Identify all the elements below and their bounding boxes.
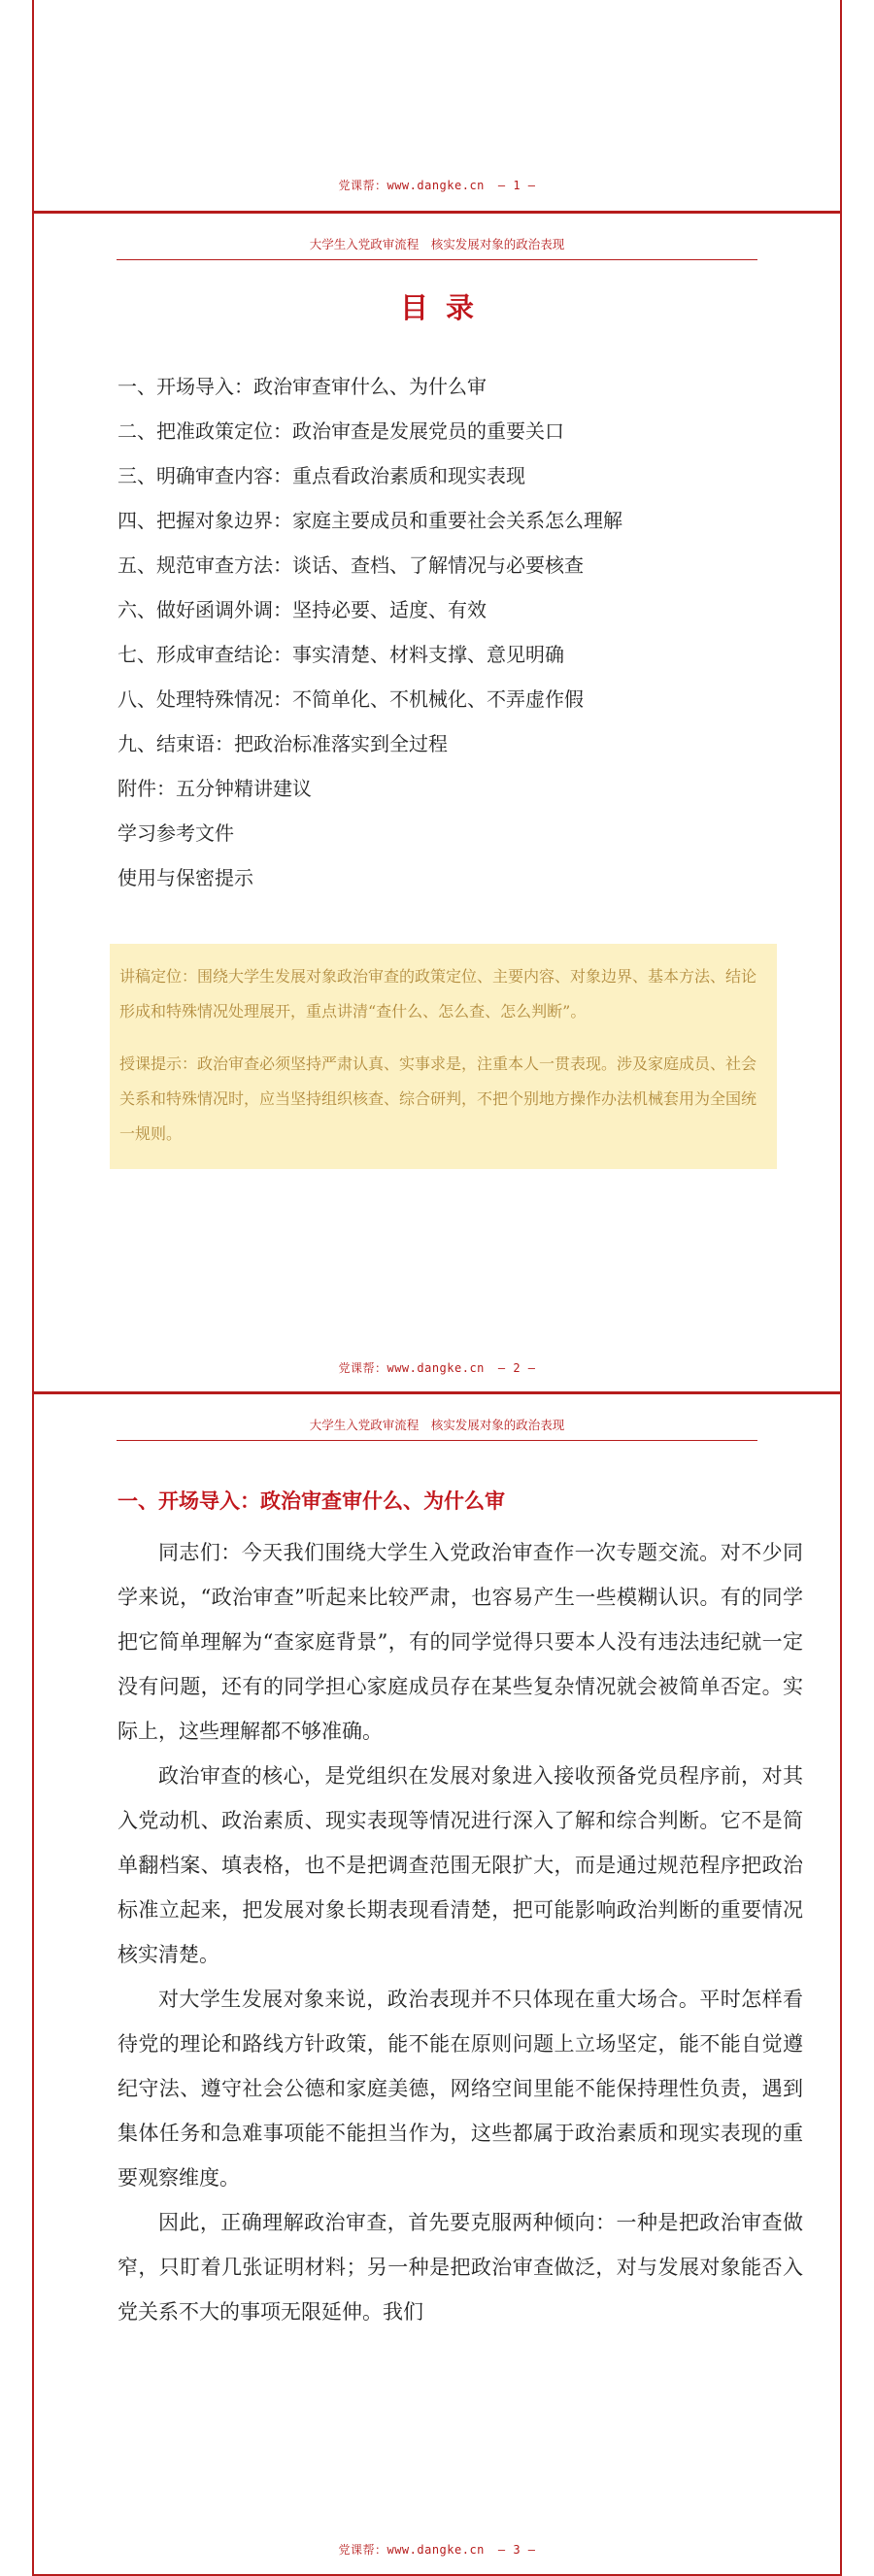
page-1 bbox=[32, 0, 842, 212]
footer-site: 党课帮：www.dangke.cn bbox=[338, 179, 485, 192]
paragraph: 政治审查的核心，是党组织在发展对象进入接收预备党员程序前，对其入党动机、政治素质、现实表现等情况进行深入了解和综合判断。它不是简单翻档案、填表格，也不是把调查范围无限扩大，而是通过规范程序把政治标准立起来，把发展对象长期表现看清楚，把可能影响政治判断的重要情况核实清楚。 bbox=[118, 1764, 803, 1966]
toc-title: 目录 bbox=[399, 291, 491, 324]
toc-item[interactable]: 四、把握对象边界：家庭主要成员和重要社会关系怎么理解 bbox=[118, 509, 622, 532]
toc-item[interactable]: 附件：五分钟精讲建议 bbox=[118, 777, 312, 800]
toc-item[interactable]: 学习参考文件 bbox=[118, 821, 234, 845]
page-footer bbox=[34, 2541, 840, 2558]
footer-page-number: — 3 — bbox=[497, 2543, 536, 2557]
paragraph: 对大学生发展对象来说，政治表现并不只体现在重大场合。平时怎样看待党的理论和路线方针政策，能不能在原则问题上立场坚定，能不能自觉遵纪守法、遵守社会公德和家庭美德，网络空间里能不能保持理性负责，遇到集体任务和急难事项能不能担当作为，这些都属于政治素质和现实表现的重要观察维度。 bbox=[118, 1988, 803, 2190]
toc-item[interactable]: 三、明确审查内容：重点看政治素质和现实表现 bbox=[118, 464, 525, 487]
footer-site: 党课帮：www.dangke.cn bbox=[338, 1361, 485, 1375]
toc-item[interactable]: 八、处理特殊情况：不简单化、不机械化、不弄虚作假 bbox=[118, 687, 584, 711]
toc-item[interactable]: 五、规范审查方法：谈话、查档、了解情况与必要核查 bbox=[118, 553, 584, 577]
toc-item[interactable]: 七、形成审查结论：事实清楚、材料支撑、意见明确 bbox=[118, 643, 564, 666]
section-body bbox=[118, 1530, 803, 2334]
footer-site: 党课帮：www.dangke.cn bbox=[338, 2543, 485, 2557]
toc-item[interactable]: 二、把准政策定位：政治审查是发展党员的重要关口 bbox=[118, 419, 564, 443]
page-2 bbox=[32, 214, 842, 1392]
page-3 bbox=[32, 1394, 842, 2576]
toc-item[interactable]: 九、结束语：把政治标准落实到全过程 bbox=[118, 732, 448, 755]
toc-list bbox=[118, 364, 778, 900]
page-footer bbox=[34, 177, 840, 193]
page-header: 大学生入党政审流程 核实发展对象的政治表现 bbox=[117, 235, 757, 260]
page-header: 大学生入党政审流程 核实发展对象的政治表现 bbox=[117, 1416, 757, 1441]
toc-item[interactable]: 六、做好函调外调：坚持必要、适度、有效 bbox=[118, 598, 487, 621]
footer-page-number: — 1 — bbox=[497, 179, 536, 192]
lecture-note-box bbox=[110, 944, 777, 1169]
section-title: 一、开场导入：政治审查审什么、为什么审 bbox=[118, 1489, 505, 1513]
note-teaching-tip: 授课提示：政治审查必须坚持严肃认真、实事求是，注重本人一贯表现。涉及家庭成员、社会关系和特殊情况时，应当坚持组织核查、综合研判，不把个别地方操作办法机械套用为全国统一规则。 bbox=[119, 1054, 757, 1143]
note-positioning: 讲稿定位：围绕大学生发展对象政治审查的政策定位、主要内容、对象边界、基本方法、结论形成和特殊情况处理展开，重点讲清“查什么、怎么查、怎么判断”。 bbox=[119, 967, 757, 1020]
page-footer bbox=[34, 1359, 840, 1376]
paragraph: 因此，正确理解政治审查，首先要克服两种倾向：一种是把政治审查做窄，只盯着几张证明材料；另一种是把政治审查做泛，对与发展对象能否入党关系不大的事项无限延伸。我们 bbox=[118, 2211, 803, 2324]
toc-item[interactable]: 使用与保密提示 bbox=[118, 866, 253, 889]
toc-item[interactable]: 一、开场导入：政治审查审什么、为什么审 bbox=[118, 375, 487, 398]
footer-page-number: — 2 — bbox=[497, 1361, 536, 1375]
paragraph: 同志们：今天我们围绕大学生入党政治审查作一次专题交流。对不少同学来说，“政治审查”听起来比较严肃，也容易产生一些模糊认识。有的同学把它简单理解为“查家庭背景”，有的同学觉得只要本人没有违法违纪就一定没有问题，还有的同学担心家庭成员存在某些复杂情况就会被简单否定。实际上，这些理解都不够准确。 bbox=[118, 1541, 803, 1743]
